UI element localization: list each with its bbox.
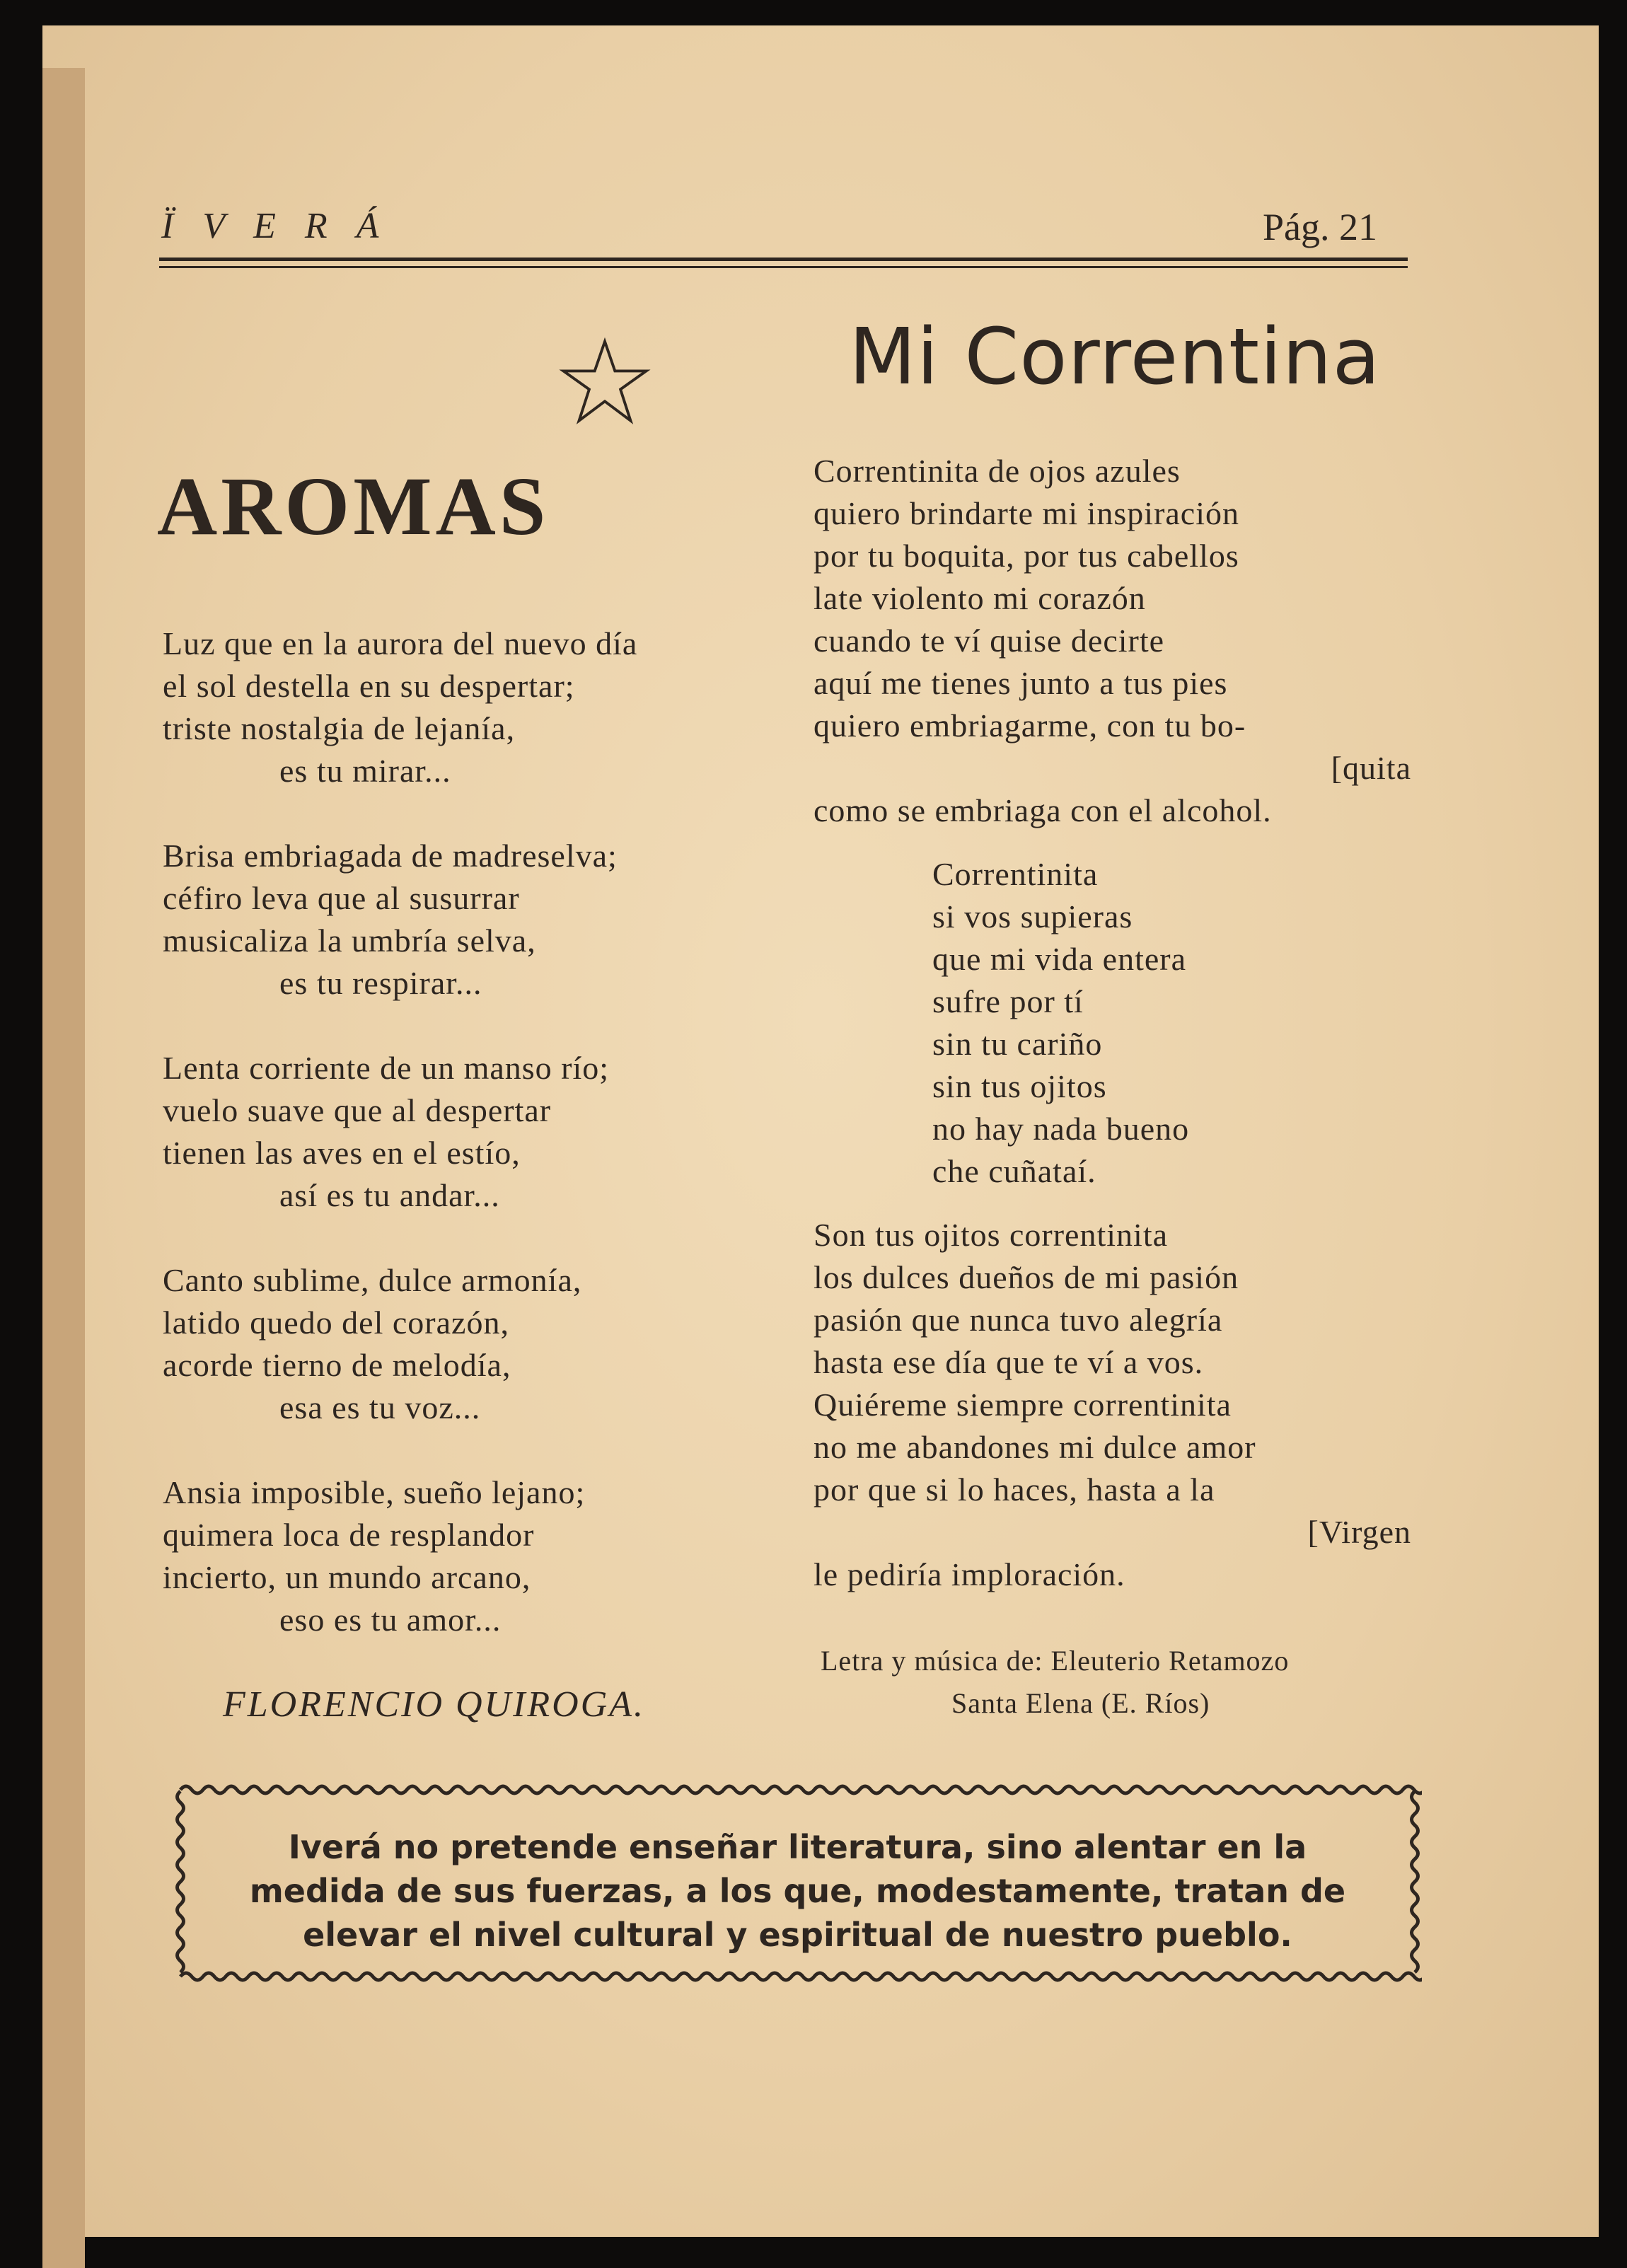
poem-line: incierto, un mundo arcano, <box>163 1559 531 1595</box>
chorus-line: sin tu cariño <box>932 1026 1103 1062</box>
poem-line: quimera loca de resplandor <box>163 1517 535 1553</box>
poem-line: tienen las aves en el estío, <box>163 1135 521 1171</box>
poem-line: no me abandones mi dulce amor <box>814 1429 1256 1465</box>
chorus-line: no hay nada bueno <box>932 1111 1190 1147</box>
header-brand: Ï V E R Á <box>161 206 389 246</box>
chorus-line: sin tus ojitos <box>932 1068 1107 1104</box>
poem-line: Quiéreme siempre correntinita <box>814 1387 1232 1423</box>
chorus-line: Correntinita <box>932 856 1099 892</box>
poem-line: Lenta corriente de un manso río; <box>163 1050 610 1086</box>
stanza <box>163 1047 637 1217</box>
poem-line: musicaliza la umbría selva, <box>163 922 536 959</box>
poem-line: aquí me tienes junto a tus pies <box>814 665 1228 701</box>
poem-aromas <box>163 623 637 1684</box>
stanza <box>163 1471 637 1641</box>
header-rule <box>159 266 1408 268</box>
poem-line: Ansia imposible, sueño lejano; <box>163 1474 586 1510</box>
chorus-line: che cuñataí. <box>932 1153 1096 1189</box>
poem-line: así es tu andar... <box>279 1177 500 1213</box>
poem-line: vuelo suave que al despertar <box>163 1092 552 1128</box>
song-credit <box>821 1640 1289 1725</box>
chorus-line: si vos supieras <box>932 898 1133 935</box>
notice-text <box>173 1825 1422 1957</box>
poem-title-aromas: AROMAS <box>157 460 550 552</box>
stanza <box>163 623 637 792</box>
poem-line: el sol destella en su despertar; <box>163 668 575 704</box>
poem-line: es tu mirar... <box>279 753 451 789</box>
poem-line: eso es tu amor... <box>279 1602 502 1638</box>
chorus-line: que mi vida entera <box>932 941 1187 977</box>
credit-author: Letra y música de: Eleuterio Retamozo <box>821 1645 1290 1677</box>
notice-line: elevar el nivel cultural y espiritual de nuestro pueblo. <box>303 1916 1292 1954</box>
stanza <box>163 1259 637 1429</box>
poem-line: cuando te ví quise decirte <box>814 623 1165 659</box>
spine-edge <box>42 68 85 2268</box>
poem-line: Brisa embriagada de madreselva; <box>163 838 618 874</box>
poem-line: Luz que en la aurora del nuevo día <box>163 625 638 661</box>
stanza <box>163 835 637 1005</box>
chorus-line: sufre por tí <box>932 983 1084 1019</box>
poem-line: hasta ese día que te ví a vos. <box>814 1344 1204 1380</box>
page-number: Pág. 21 <box>1263 206 1377 248</box>
poem-line: es tu respirar... <box>279 965 482 1001</box>
notice-line: medida de sus fuerzas, a los que, modestamente, tratan de <box>249 1872 1346 1910</box>
poem-line: por que si lo haces, hasta a la <box>814 1471 1215 1508</box>
poem-line: céfiro leva que al susurrar <box>163 880 520 916</box>
poem-line: los dulces dueños de mi pasión <box>814 1259 1239 1295</box>
poem-line: como se embriaga con el alcohol. <box>814 792 1272 828</box>
poem-line: late violento mi corazón <box>814 580 1146 616</box>
poem-line: triste nostalgia de lejanía, <box>163 710 516 746</box>
poem-line-continuation: [Virgen <box>1307 1514 1411 1550</box>
notice-line: Iverá no pretende enseñar literatura, sino alentar en la <box>288 1828 1307 1866</box>
poem-line: quiero embriagarme, con tu bo- <box>814 707 1246 744</box>
poem-line: quiero brindarte mi inspiración <box>814 495 1240 531</box>
poem-mi-correntina <box>814 450 1411 1596</box>
poem-line: Canto sublime, dulce armonía, <box>163 1262 582 1298</box>
poem-line: latido quedo del corazón, <box>163 1304 509 1341</box>
notice-box <box>173 1781 1422 1986</box>
header-rule <box>159 258 1408 261</box>
poem-line: pasión que nunca tuvo alegría <box>814 1302 1223 1338</box>
poem-line: Correntinita de ojos azules <box>814 453 1181 489</box>
poem-line: por tu boquita, por tus cabellos <box>814 538 1239 574</box>
poem-line: esa es tu voz... <box>279 1389 481 1425</box>
poem-title-mi-correntina: Mi Correntina <box>849 311 1381 402</box>
poem-line: Son tus ojitos correntinita <box>814 1217 1169 1253</box>
star-outline-icon <box>559 336 651 428</box>
credit-place: Santa Elena (E. Ríos) <box>951 1687 1210 1719</box>
poem-line: acorde tierno de melodía, <box>163 1347 511 1383</box>
poem-author: FLORENCIO QUIROGA. <box>223 1684 646 1725</box>
poem-line-continuation: [quita <box>1331 750 1411 786</box>
poem-line: le pediría imploración. <box>814 1556 1125 1592</box>
